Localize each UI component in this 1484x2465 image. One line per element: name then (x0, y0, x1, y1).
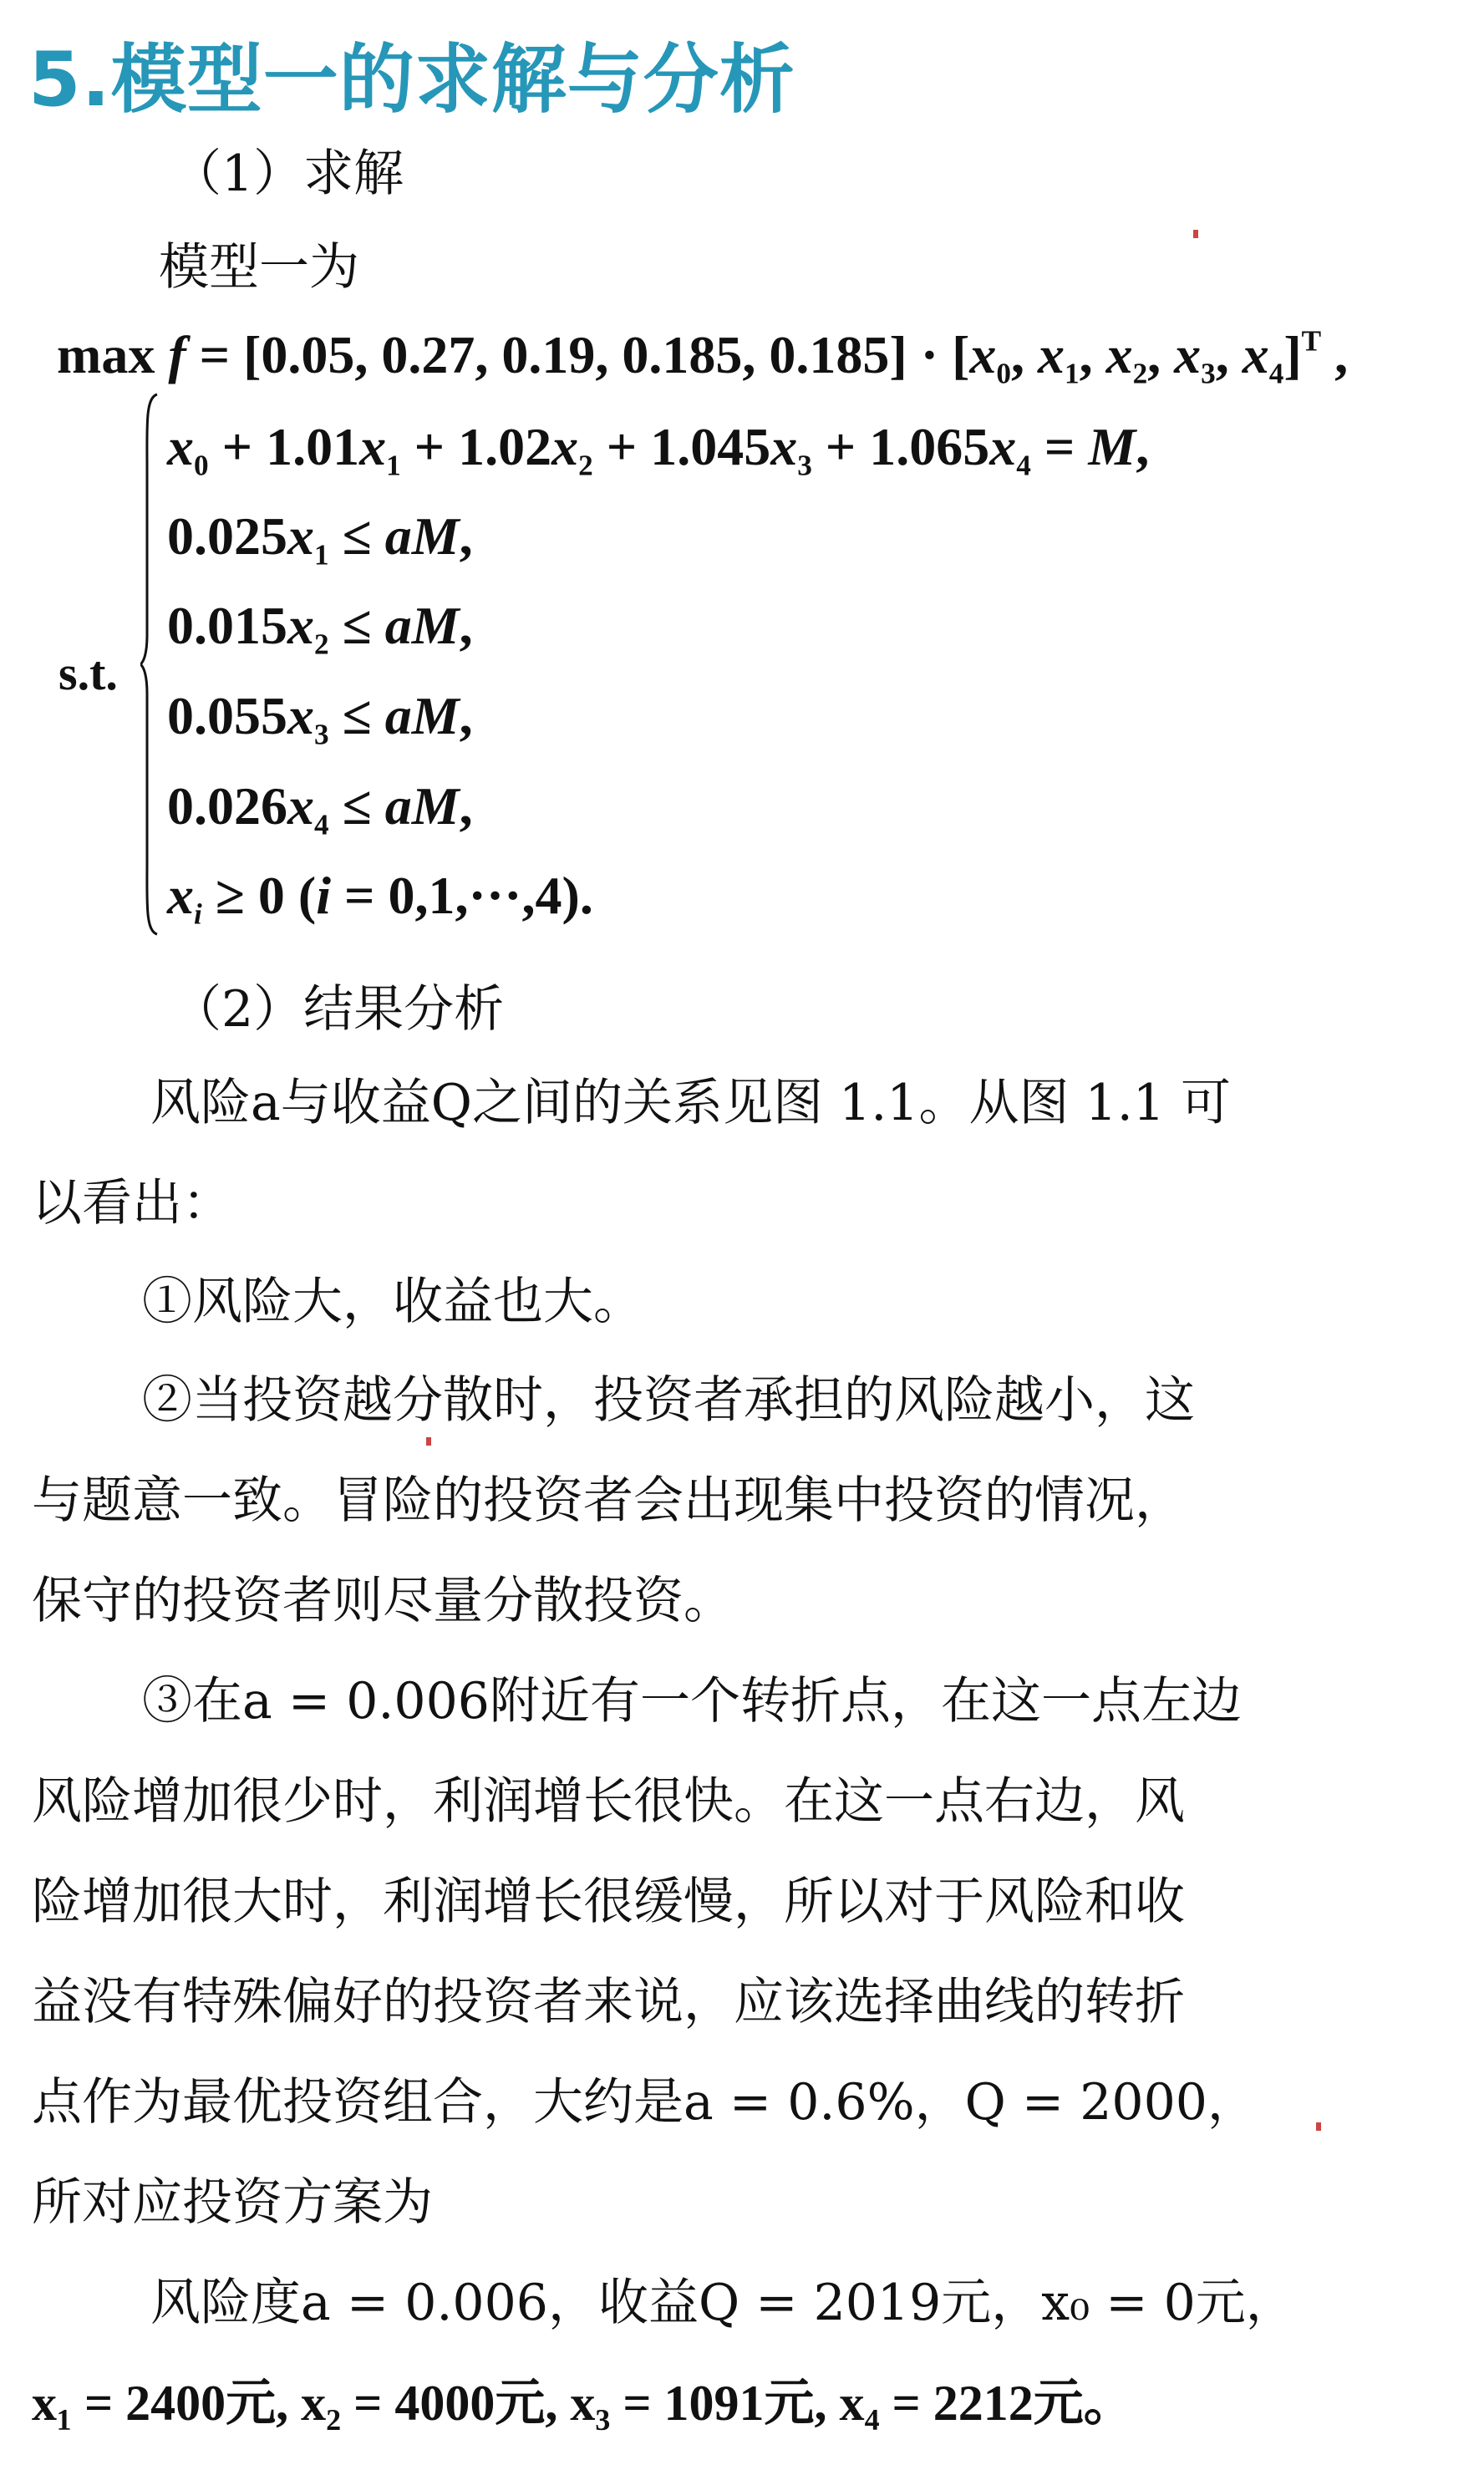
max-keyword: max (57, 325, 155, 384)
constraint-risk-1: $0.025x_1$ ≤ aM, (167, 506, 473, 572)
section-heading-solve: （1）求解 (171, 145, 404, 203)
transpose-mark: T (1301, 324, 1322, 358)
constraint-risk-3: $0.055x_3$ ≤ aM, (167, 686, 473, 751)
model-intro: 模型一为 (159, 238, 359, 297)
result-line-1: 风险度a = 0.006，收益Q = 2019元，x₀ = 0元， (150, 2274, 1296, 2332)
para-relation-line-1: 风险a与收益Q之间的关系见图 1.1。从图 1.1 可 (150, 1074, 1232, 1132)
para-relation-line-2: 以看出： (32, 1174, 232, 1232)
point-3-line-1: ③在a = 0.006附近有一个转折点，在这一点左边 (142, 1672, 1242, 1731)
point-3-line-2: 风险增加很少时，利润增长很快。在这一点右边，风 (32, 1772, 1185, 1831)
constraint-brace (140, 393, 159, 936)
constraint-risk-2: $0.015x_2$ ≤ aM, (167, 596, 473, 661)
constraint-risk-4: $0.026x_4$ ≤ aM, (167, 776, 473, 841)
point-3-line-3: 险增加很大时，利润增长很缓慢，所以对于风险和收 (32, 1873, 1185, 1931)
result-line-2: x₁ = 2400元, x₂ = 4000元, x₃ = 1091元, x₄ = 2212元。 (32, 2376, 1134, 2431)
red-dot-mark (1316, 2122, 1321, 2131)
constraint-budget: $x_0 + 1.01x_1 + 1.02x_2 + 1.045x_3 + 1.065x_4 = M$, (167, 417, 1150, 482)
red-dot-mark (426, 1437, 431, 1446)
point-1: ①风险大，收益也大。 (142, 1273, 643, 1331)
red-dot-mark (1193, 230, 1198, 238)
objective-symbol: f (168, 325, 186, 384)
point-2-line-2: 与题意一致。冒险的投资者会出现集中投资的情况， (32, 1471, 1185, 1530)
point-2-line-1: ②当投资越分散时，投资者承担的风险越小，这 (142, 1371, 1195, 1430)
section-heading-analysis: （2）结果分析 (171, 980, 505, 1039)
point-3-line-5: 点作为最优投资组合，大约是a = 0.6%，Q = 2000， (32, 2073, 1258, 2132)
page-title: 5.模型一的求解与分析 (28, 36, 795, 124)
point-3-line-4: 益没有特殊偏好的投资者来说，应该选择曲线的转折 (32, 1973, 1185, 2031)
constraint-nonnegative: $x_i \ge 0$ (i = 0,1,···,4). (167, 866, 593, 931)
point-2-line-3: 保守的投资者则尽量分散投资。 (32, 1572, 734, 1630)
point-3-line-6: 所对应投资方案为 (32, 2173, 433, 2232)
objective-function: max f = [0.05, 0.27, 0.19, 0.185, $0.185] \cdot [x_0$, $x_1$, $x_2$, $x_3$, $x_4]^T$ , (57, 324, 1349, 390)
subject-to-label: s.t. (58, 646, 118, 700)
